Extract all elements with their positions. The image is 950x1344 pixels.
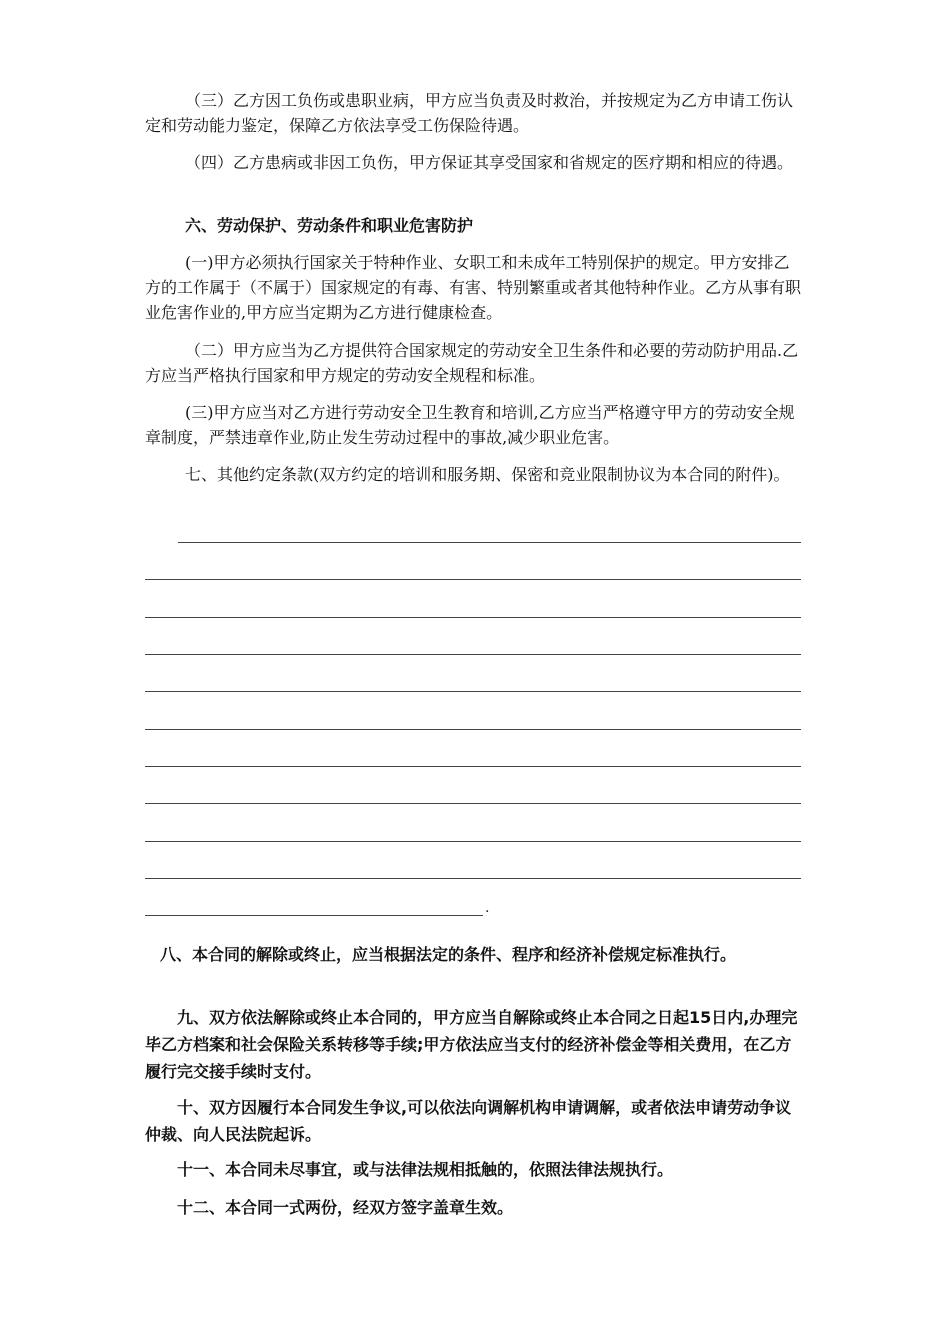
blank-line[interactable]: [145, 803, 801, 804]
section-10: [145, 1094, 805, 1148]
section-6-heading-text: 六、劳动保护、劳动条件和职业危害防护: [185, 216, 474, 235]
section-10-text: 十、双方因履行本合同发生争议,可以依法向调解机构申请调解，或者依法申请劳动争议仲裁、向人民法院起诉。: [145, 1098, 792, 1144]
blank-line-end-mark: .: [485, 900, 490, 916]
section-8: [160, 941, 810, 968]
clause-6-3-text: (三)甲方应当对乙方进行劳动安全卫生教育和培训,乙方应当严格遵守甲方的劳动安全规章制度，严禁违章作业,防止发生劳动过程中的事故,减少职业危害。: [145, 403, 795, 447]
section-11-text: 十一、本合同未尽事宜，或与法律法规相抵触的，依照法律法规执行。: [177, 1160, 674, 1179]
blank-line[interactable]: [178, 542, 801, 543]
clause-5-3-text: （三）乙方因工负伤或患职业病，甲方应当负责及时救治，并按规定为乙方申请工伤认定和劳动能力鉴定，保障乙方依法享受工伤保险待遇。: [145, 91, 794, 135]
section-9-text: 九、双方依法解除或终止本合同的，甲方应当自解除或终止本合同之日起15日内,办理完毕乙方档案和社会保险关系转移等手续;甲方依法应当支付的经济补偿金等相关费用，在乙方履行完交接手续时支付。: [145, 1008, 798, 1081]
clause-6-2: [145, 338, 805, 388]
blank-line[interactable]: [145, 579, 801, 580]
clause-6-1-text: (一)甲方必须执行国家关于特种作业、女职工和未成年工特别保护的规定。甲方安排乙方的工作属于（不属于）国家规定的有毒、有害、特别繁重或者其他特种作业。乙方从事有职业危害作业的,甲方应当定期为乙方进行健康检查。: [145, 253, 802, 322]
section-8-text: 八、本合同的解除或终止，应当根据法定的条件、程序和经济补偿规定标准执行。: [160, 945, 737, 964]
blank-line[interactable]: [145, 617, 801, 618]
blank-line[interactable]: [145, 729, 801, 730]
blank-line[interactable]: [145, 654, 801, 655]
blank-line[interactable]: [145, 841, 801, 842]
section-11: [145, 1156, 805, 1183]
section-6-heading: [145, 213, 805, 238]
blank-line[interactable]: [145, 691, 801, 692]
clause-5-4: [145, 150, 805, 175]
clause-6-2-text: （二）甲方应当为乙方提供符合国家规定的劳动安全卫生条件和必要的劳动防护用品.乙方应当严格执行国家和甲方规定的劳动安全规程和标准。: [145, 341, 799, 385]
section-12-text: 十二、本合同一式两份，经双方签字盖章生效。: [177, 1198, 514, 1217]
section-9: [145, 1004, 805, 1085]
blank-line-last[interactable]: [145, 915, 483, 916]
section-12: [145, 1194, 805, 1221]
clause-5-3: [145, 88, 805, 138]
blank-line[interactable]: [145, 878, 801, 879]
clause-6-1: [145, 250, 805, 325]
section-7-text: 七、其他约定条款(双方约定的培训和服务期、保密和竞业限制协议为本合同的附件)。: [185, 465, 790, 484]
clause-6-3: [145, 400, 805, 450]
blank-line[interactable]: [145, 766, 801, 767]
section-7: [145, 462, 805, 487]
clause-5-4-text: （四）乙方患病或非因工负伤，甲方保证其享受国家和省规定的医疗期和相应的待遇。: [185, 153, 794, 172]
